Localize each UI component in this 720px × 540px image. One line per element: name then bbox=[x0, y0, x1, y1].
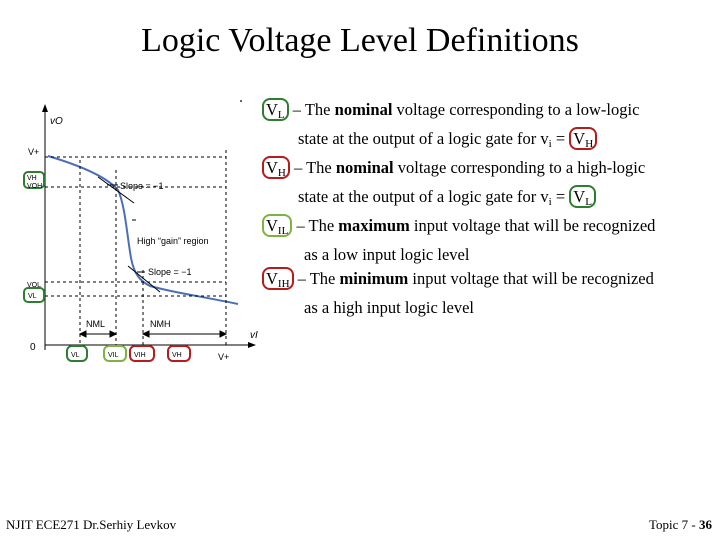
vh-ref-sub: L bbox=[585, 196, 592, 208]
vih-symbol: V bbox=[266, 269, 278, 288]
vl-pre: – The bbox=[288, 100, 335, 119]
vil-line2-text: as a low input logic level bbox=[304, 245, 470, 264]
vih-symbol-sub: IH bbox=[277, 278, 290, 290]
vh-ref-box bbox=[569, 185, 596, 208]
v-plus-y-label: V+ bbox=[28, 147, 40, 157]
def-vh bbox=[262, 156, 655, 185]
def-vil bbox=[262, 214, 655, 243]
def-vih bbox=[262, 267, 655, 296]
x-axis-label: vI bbox=[250, 330, 258, 341]
vh-post: voltage corresponding to a high-logic bbox=[393, 158, 646, 177]
footer-page-number bbox=[649, 517, 712, 533]
vl-ref-box bbox=[569, 127, 597, 150]
vol-y-tick: VOL bbox=[27, 282, 42, 289]
x-axis-arrow-icon bbox=[248, 342, 256, 348]
vh-emphasis: nominal bbox=[335, 158, 394, 177]
def-vl-line2 bbox=[262, 127, 655, 156]
nml-label: NML bbox=[86, 319, 106, 329]
vl-line2-sub: i bbox=[548, 138, 552, 150]
footer-course-info: NJIT ECE271 Dr.Serhiy Levkov bbox=[6, 517, 177, 532]
footer-slide-num: 36 bbox=[699, 517, 712, 532]
footer-topic-label: Topic 7 - bbox=[649, 517, 699, 532]
vh-line2-sub: i bbox=[548, 196, 552, 208]
y-axis-label: vO bbox=[50, 116, 63, 127]
vh-x-tick: VH bbox=[172, 352, 182, 359]
vil-symbol-sub: IL bbox=[277, 225, 289, 237]
vil-x-tick: VIL bbox=[108, 352, 119, 359]
vil-pre: – The bbox=[292, 216, 339, 235]
vh-symbol-box bbox=[262, 156, 290, 179]
def-vil-line2 bbox=[262, 243, 655, 267]
vih-pre: – The bbox=[293, 269, 340, 288]
vih-symbol-box bbox=[262, 267, 294, 290]
vh-ref: V bbox=[573, 187, 586, 206]
vh-y-tick: VH bbox=[27, 175, 37, 182]
slope1-label: Slope = −1 bbox=[120, 181, 164, 191]
vil-symbol: V bbox=[266, 216, 278, 235]
def-vl bbox=[262, 98, 655, 127]
high-gain-region-label: High “gain” region bbox=[137, 236, 209, 246]
transfer-characteristic-graph bbox=[0, 0, 260, 380]
def-vh-line2 bbox=[262, 185, 655, 214]
voh-y-tick: VOH bbox=[27, 183, 43, 190]
vl-symbol-box bbox=[262, 98, 289, 121]
vl-x-tick: VL bbox=[71, 352, 80, 359]
vl-symbol: V bbox=[266, 100, 278, 119]
guide-lines bbox=[45, 150, 226, 345]
vil-symbol-box bbox=[262, 214, 292, 237]
vih-post: input voltage that will be recognized bbox=[408, 269, 654, 288]
vih-x-tick: VIH bbox=[134, 352, 146, 359]
vl-y-tick: VL bbox=[28, 293, 37, 300]
definitions-list bbox=[262, 98, 655, 320]
nml-arrow bbox=[80, 331, 116, 337]
vil-post: input voltage that will be recognized bbox=[409, 216, 656, 235]
vl-post: voltage corresponding to a low-logic bbox=[392, 100, 640, 119]
v-plus-x-label: V+ bbox=[218, 352, 230, 362]
nmh-arrow bbox=[143, 331, 226, 337]
vh-symbol: V bbox=[266, 158, 278, 177]
nmh-label: NMH bbox=[150, 319, 171, 329]
vih-emphasis: minimum bbox=[339, 269, 409, 288]
vih-line2-text: as a high input logic level bbox=[304, 298, 475, 317]
vl-ref-sub: H bbox=[585, 138, 594, 150]
slope2-label: Slope = −1 bbox=[148, 267, 192, 277]
vh-pre: – The bbox=[289, 158, 336, 177]
vl-emphasis: nominal bbox=[334, 100, 393, 119]
def-vih-line2 bbox=[262, 296, 655, 320]
vil-emphasis: maximum bbox=[338, 216, 410, 235]
vl-line2-eq: = bbox=[551, 129, 570, 148]
vh-symbol-sub: H bbox=[277, 167, 286, 179]
origin-label: 0 bbox=[30, 342, 36, 353]
slide-title: Logic Voltage Level Definitions bbox=[141, 22, 579, 59]
vh-line2-eq: = bbox=[551, 187, 570, 206]
vh-line2-text: state at the output of a logic gate for v bbox=[298, 187, 549, 206]
vl-line2-text: state at the output of a logic gate for v bbox=[298, 129, 549, 148]
y-axis-arrow-icon bbox=[42, 104, 48, 112]
vl-symbol-sub: L bbox=[277, 109, 285, 121]
vl-ref: V bbox=[573, 129, 586, 148]
